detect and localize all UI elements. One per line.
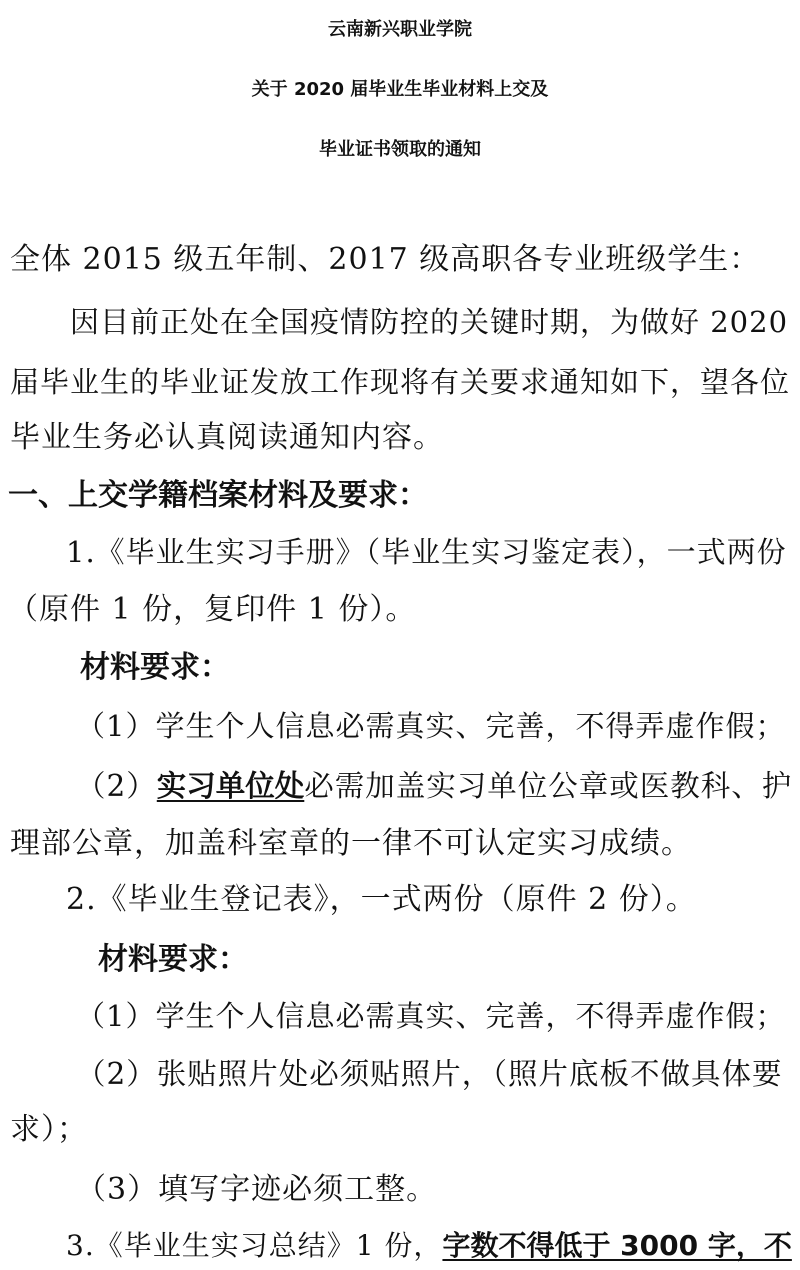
item1-requirement-1: （1）学生个人信息必需真实、完善，不得弄虚作假；: [76, 709, 786, 743]
salutation: 全体 2015 级五年制、2017 级高职各专业班级学生：: [10, 242, 761, 277]
item1-req2-rest: 必需加盖实习单位公章或医教科、护: [304, 769, 793, 803]
item2-requirements-label: 材料要求：: [98, 942, 248, 977]
item2-requirement-1: （1）学生个人信息必需真实、完善，不得弄虚作假；: [76, 999, 786, 1033]
item1-req2-underlined: 实习单位处: [156, 769, 305, 803]
item1-req2-prefix: （2）: [76, 769, 157, 803]
item2-requirement-3: （3）填写字迹必须工整。: [76, 1172, 438, 1207]
item3-underlined: 字数不得低于 3000 字，不: [442, 1229, 792, 1262]
item3-line-1: [66, 1226, 792, 1266]
title-line-1: 云南新兴职业学院: [328, 19, 472, 40]
item2-line-1: 2.《毕业生登记表》，一式两份（原件 2 份）。: [66, 882, 697, 917]
item2-requirement-2: （2）张贴照片处必须贴照片，（照片底板不做具体要: [76, 1057, 783, 1091]
intro-line-3: 毕业生务必认真阅读通知内容。: [10, 420, 444, 455]
item1-requirements-label: 材料要求：: [80, 650, 230, 685]
item1-line-2: （原件 1 份，复印件 1 份）。: [8, 592, 417, 627]
intro-line-2: 届毕业生的毕业证发放工作现将有关要求通知如下，望各位: [10, 365, 791, 399]
item1-line-1: 1.《毕业生实习手册》（毕业生实习鉴定表），一式两份: [66, 535, 787, 569]
item1-requirement-2-cont: 理部公章，加盖科室章的一律不可认定实习成绩。: [10, 826, 692, 861]
title-line-2: 关于 2020 届毕业生毕业材料上交及: [251, 79, 549, 100]
title-line-3: 毕业证书领取的通知: [319, 139, 481, 160]
section-heading-1: 一、上交学籍档案材料及要求：: [8, 478, 428, 513]
item1-requirement-2: [76, 766, 792, 806]
intro-line-1: 因目前正处在全国疫情防控的关键时期，为做好 2020: [70, 305, 789, 339]
item3-prefix: 3.《毕业生实习总结》1 份，: [66, 1229, 443, 1262]
item2-requirement-2-cont: 求）；: [10, 1112, 88, 1147]
